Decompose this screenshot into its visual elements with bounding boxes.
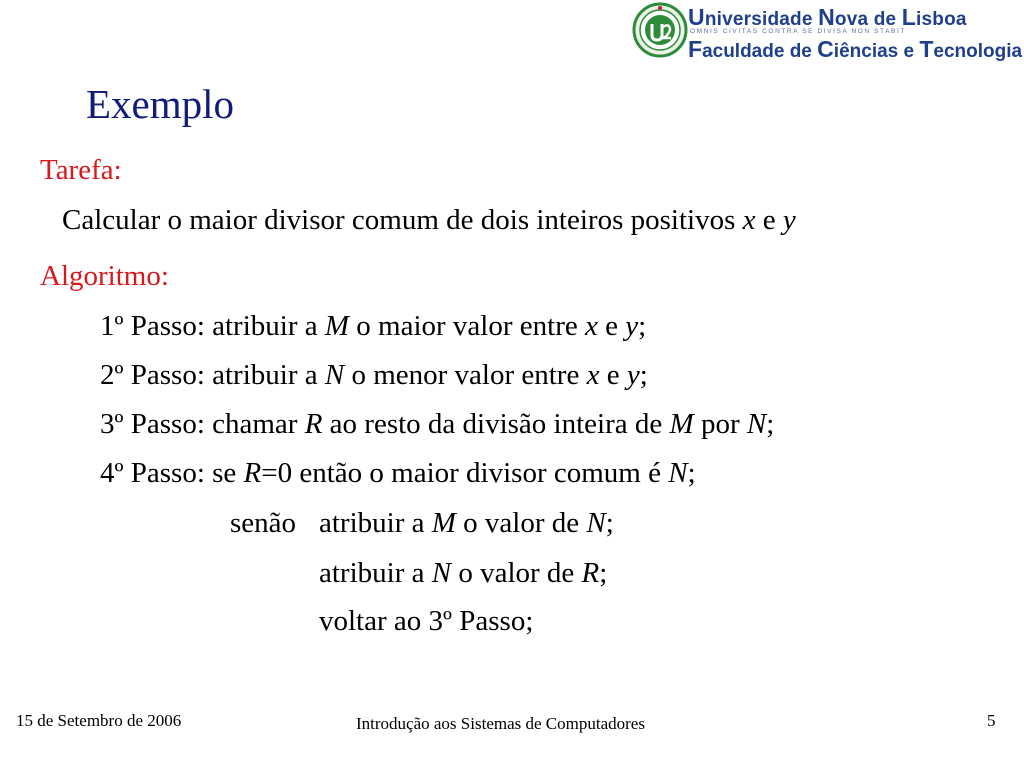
- step-variable: N: [746, 408, 767, 440]
- step-text: atribuir a: [319, 507, 432, 539]
- ciencias-initial: C: [817, 36, 834, 62]
- step-text: o valor de: [451, 557, 582, 589]
- task-description: [62, 206, 796, 235]
- task-variable-x: x: [742, 204, 756, 236]
- step-text: 1º Passo: atribuir a: [100, 310, 325, 342]
- university-emblem-icon: [632, 2, 688, 58]
- step-variable: M: [669, 408, 694, 440]
- task-variable-y: y: [782, 204, 796, 236]
- step-text: e: [597, 310, 626, 342]
- step-text: por: [693, 408, 747, 440]
- step-text: e: [599, 359, 627, 391]
- faculty-name: [688, 36, 1022, 63]
- nova-initial: N: [818, 4, 835, 30]
- step-variable: N: [586, 507, 606, 539]
- else-line-2: [319, 559, 607, 588]
- step-text: ;: [687, 457, 696, 489]
- step-variable: x: [586, 359, 600, 391]
- ciencias-word: iências e: [833, 41, 920, 62]
- algorithm-step-1: [100, 312, 646, 341]
- algorithm-step-2: [100, 361, 648, 390]
- step-text: ;: [599, 557, 608, 589]
- lisboa-initial: L: [901, 4, 917, 30]
- step-text: ;: [638, 310, 647, 342]
- step-variable: N: [431, 557, 452, 589]
- step-variable: x: [584, 310, 598, 342]
- step-variable: R: [581, 557, 600, 589]
- lisboa-word: isboa: [916, 9, 967, 30]
- university-name-block: [688, 2, 1023, 64]
- step-variable: M: [431, 507, 456, 539]
- algorithm-step-4: [100, 459, 696, 488]
- else-line-3: voltar ao 3º Passo;: [319, 605, 534, 637]
- step-variable: y: [625, 310, 639, 342]
- step-variable: N: [668, 457, 688, 489]
- step-text: o valor de: [455, 507, 587, 539]
- university-name: [688, 4, 967, 31]
- step-variable: R: [243, 457, 262, 489]
- university-word: niversidade: [704, 9, 819, 30]
- university-logo: [632, 2, 1023, 64]
- algorithm-step-3: [100, 410, 774, 439]
- footer-course: Introdução aos Sistemas de Computadores: [356, 714, 645, 733]
- step-text: ao resto da divisão inteira de: [322, 408, 670, 440]
- faculty-initial: F: [688, 36, 703, 62]
- step-text: atribuir a: [319, 557, 432, 589]
- step-variable: N: [324, 359, 345, 391]
- nova-word: ova de: [834, 9, 902, 30]
- step-text: ;: [605, 507, 614, 539]
- algorithm-heading: Algoritmo:: [40, 260, 169, 292]
- step-text: o menor valor entre: [344, 359, 587, 391]
- tecnologia-initial: T: [919, 36, 934, 62]
- footer-date: 15 de Setembro de 2006: [16, 711, 182, 730]
- step-text: 4º Passo: se: [100, 457, 244, 489]
- step-text: ;: [639, 359, 648, 391]
- step-variable: y: [626, 359, 640, 391]
- else-keyword: senão: [230, 507, 297, 539]
- tecnologia-word: ecnologia: [933, 41, 1023, 62]
- task-conjunction: e: [762, 204, 776, 236]
- step-text: o maior valor entre: [349, 310, 585, 342]
- else-line-1: [319, 509, 614, 538]
- step-text: ;: [766, 408, 775, 440]
- task-text: Calcular o maior divisor comum de dois inteiros positivos: [62, 204, 736, 236]
- page-number: 5: [987, 711, 996, 730]
- step-text: 2º Passo: atribuir a: [100, 359, 325, 391]
- faculty-word: aculdade de: [702, 41, 818, 62]
- slide-title: Exemplo: [86, 81, 235, 127]
- university-initial: U: [688, 4, 705, 30]
- step-text: 3º Passo: chamar: [100, 408, 305, 440]
- step-text: =0 então o maior divisor comum é: [261, 457, 669, 489]
- step-variable: R: [304, 408, 323, 440]
- step-variable: M: [324, 310, 350, 342]
- university-motto: OMNIS CIVITAS CONTRA SE DIVISA NON STABIT: [690, 28, 906, 35]
- task-heading: Tarefa:: [40, 154, 122, 186]
